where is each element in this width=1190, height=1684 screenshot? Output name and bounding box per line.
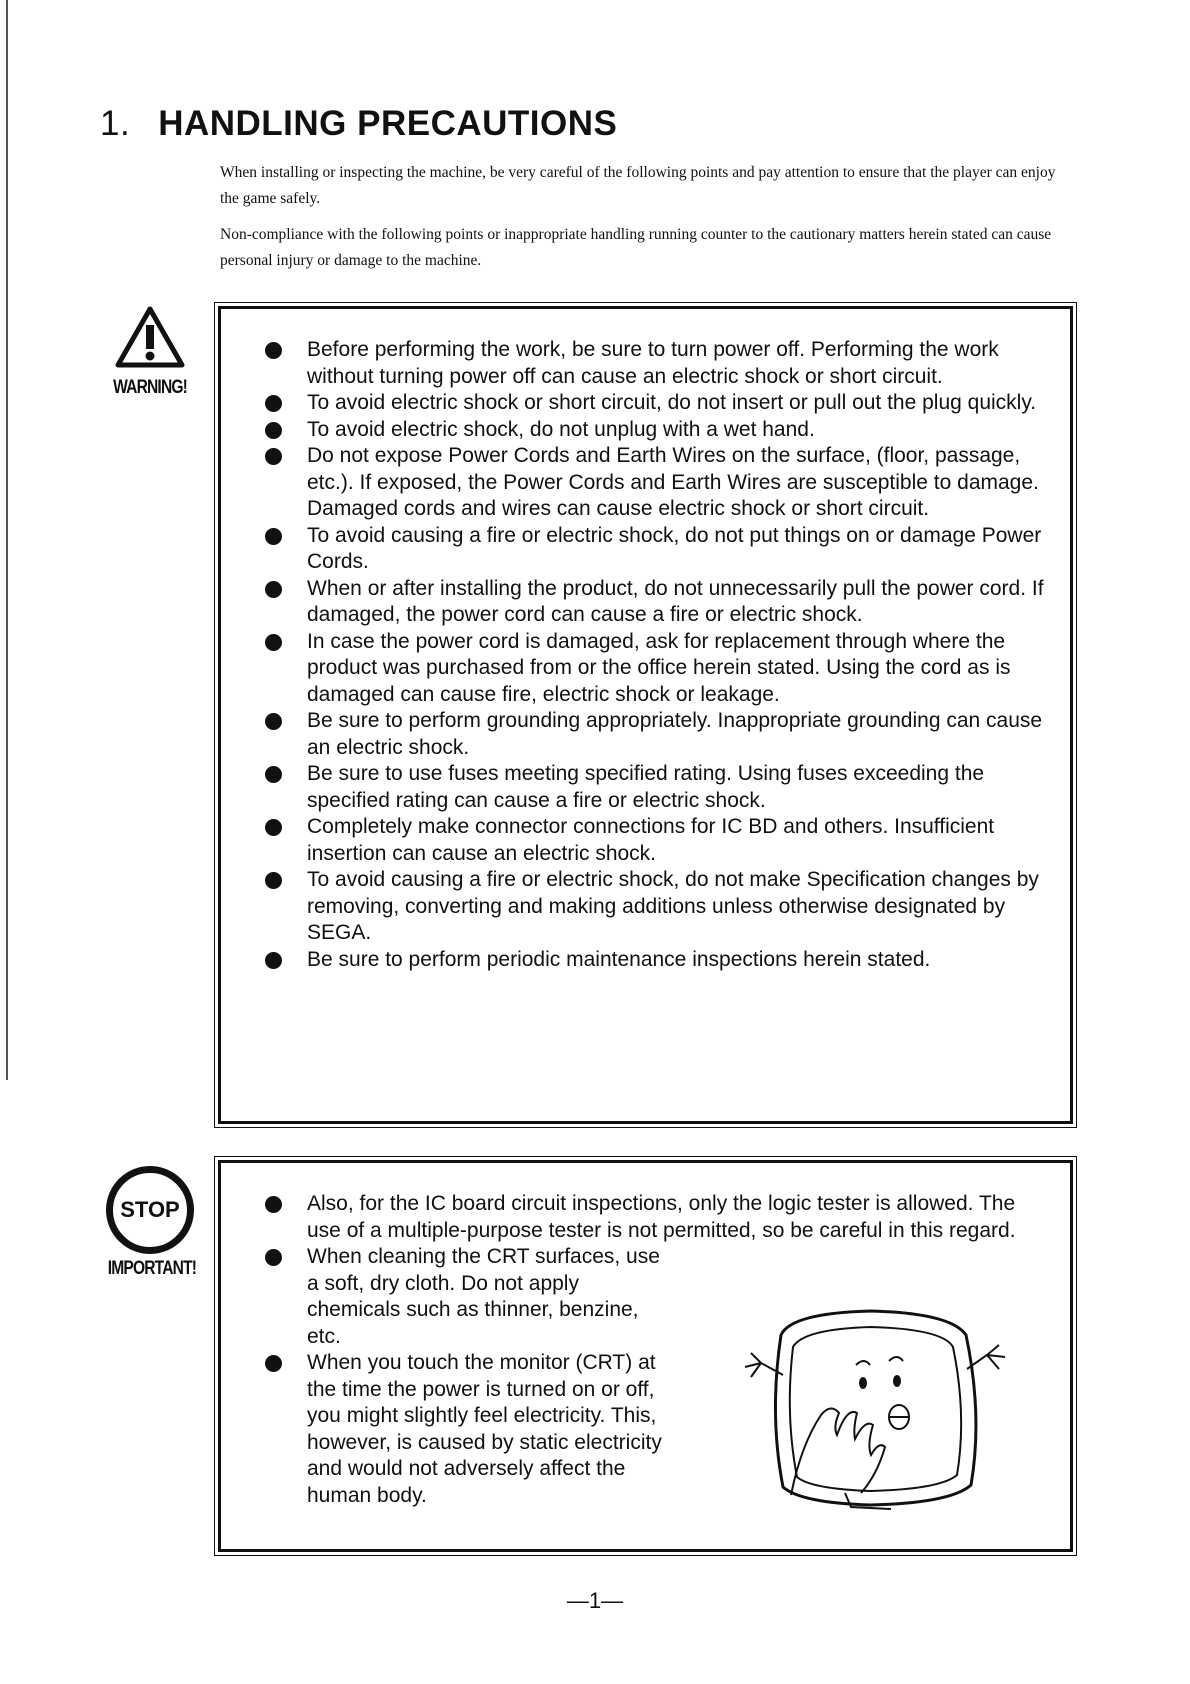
bullet-icon — [265, 1249, 282, 1266]
bullet-icon — [265, 872, 282, 889]
important-label: IMPORTANT! — [107, 1258, 197, 1279]
warning-triangle-icon — [115, 306, 185, 368]
list-item: To avoid electric shock, do not unplug with a wet hand. — [265, 417, 1050, 444]
stop-text: STOP — [120, 1197, 180, 1222]
bullet-icon — [265, 581, 282, 598]
bullet-icon — [265, 395, 282, 412]
page-title — [100, 104, 617, 144]
list-item: When you touch the monitor (CRT) at the time the power is turned on or off, you might slightly feel electricity. This, however, is caused by static electricity and would not adversely affect the human body. — [265, 1350, 677, 1509]
bullet-icon — [265, 1196, 282, 1213]
intro-paragraph-1: When installing or inspecting the machine, be very careful of the following points and pay attention to ensure that the player can enjoy the game safely. — [220, 164, 1056, 207]
bullet-icon — [265, 342, 282, 359]
warning-box — [218, 306, 1073, 1124]
list-item: In case the power cord is damaged, ask for replacement through where the product was purchased from or the office herein stated. Using the cord as is damaged can cause fire, electric shock or leakage. — [265, 629, 1050, 709]
bullet-icon — [265, 952, 282, 969]
list-item: To avoid causing a fire or electric shock, do not make Specification changes by removing, converting and making additions unless otherwise designated by SEGA. — [265, 867, 1050, 947]
page-number: —1— — [566, 1588, 624, 1613]
list-item: To avoid electric shock or short circuit, do not insert or pull out the plug quickly. — [265, 390, 1050, 417]
list-item: Be sure to perform grounding appropriately. Inappropriate grounding can cause an electric shock. — [265, 708, 1050, 761]
bullet-icon — [265, 1355, 282, 1372]
important-box — [218, 1160, 1073, 1552]
section-title: HANDLING PRECAUTIONS — [158, 104, 618, 143]
bullet-icon — [265, 766, 282, 783]
section-number: 1. — [100, 104, 131, 143]
bullet-icon — [265, 819, 282, 836]
list-item: To avoid causing a fire or electric shock, do not put things on or damage Power Cords. — [265, 523, 1050, 576]
stop-sign-icon — [106, 1166, 194, 1254]
list-item: Be sure to perform periodic maintenance inspections herein stated. — [265, 947, 1050, 974]
crt-monitor-illustration — [721, 1295, 1021, 1515]
bullet-icon — [265, 634, 282, 651]
list-item: Completely make connector connections for IC BD and others. Insufficient insertion can cause an electric shock. — [265, 814, 1050, 867]
warning-label: WARNING! — [113, 377, 187, 398]
list-item: When or after installing the product, do not unnecessarily pull the power cord. If damaged, the power cord can cause a fire or electric shock. — [265, 576, 1050, 629]
scan-edge-rule — [6, 0, 8, 1080]
warning-icon-group — [98, 306, 202, 399]
bullet-icon — [265, 528, 282, 545]
important-icon-group — [98, 1166, 202, 1280]
list-item: When cleaning the CRT surfaces, use a soft, dry cloth. Do not apply chemicals such as thinner, benzine, etc. — [265, 1244, 677, 1350]
bullet-icon — [265, 422, 282, 439]
intro-paragraph-2: Non-compliance with the following points or inappropriate handling running counter to the cautionary matters herein stated can cause personal injury or damage to the machine. — [220, 226, 1052, 269]
warning-list — [265, 337, 1050, 973]
list-item: Before performing the work, be sure to turn power off. Performing the work without turning power off can cause an electric shock or short circuit. — [265, 337, 1050, 390]
list-item: Be sure to use fuses meeting specified rating. Using fuses exceeding the specified rating can cause a fire or electric shock. — [265, 761, 1050, 814]
bullet-icon — [265, 448, 282, 465]
list-item: Also, for the IC board circuit inspections, only the logic tester is allowed. The use of a multiple-purpose tester is not permitted, so be careful in this regard. — [265, 1191, 1050, 1244]
bullet-icon — [265, 713, 282, 730]
list-item: Do not expose Power Cords and Earth Wires on the surface, (floor, passage, etc.). If exposed, the Power Cords and Earth Wires are susceptible to damage. Damaged cords and wires can cause electric shock or short circuit. — [265, 443, 1050, 523]
